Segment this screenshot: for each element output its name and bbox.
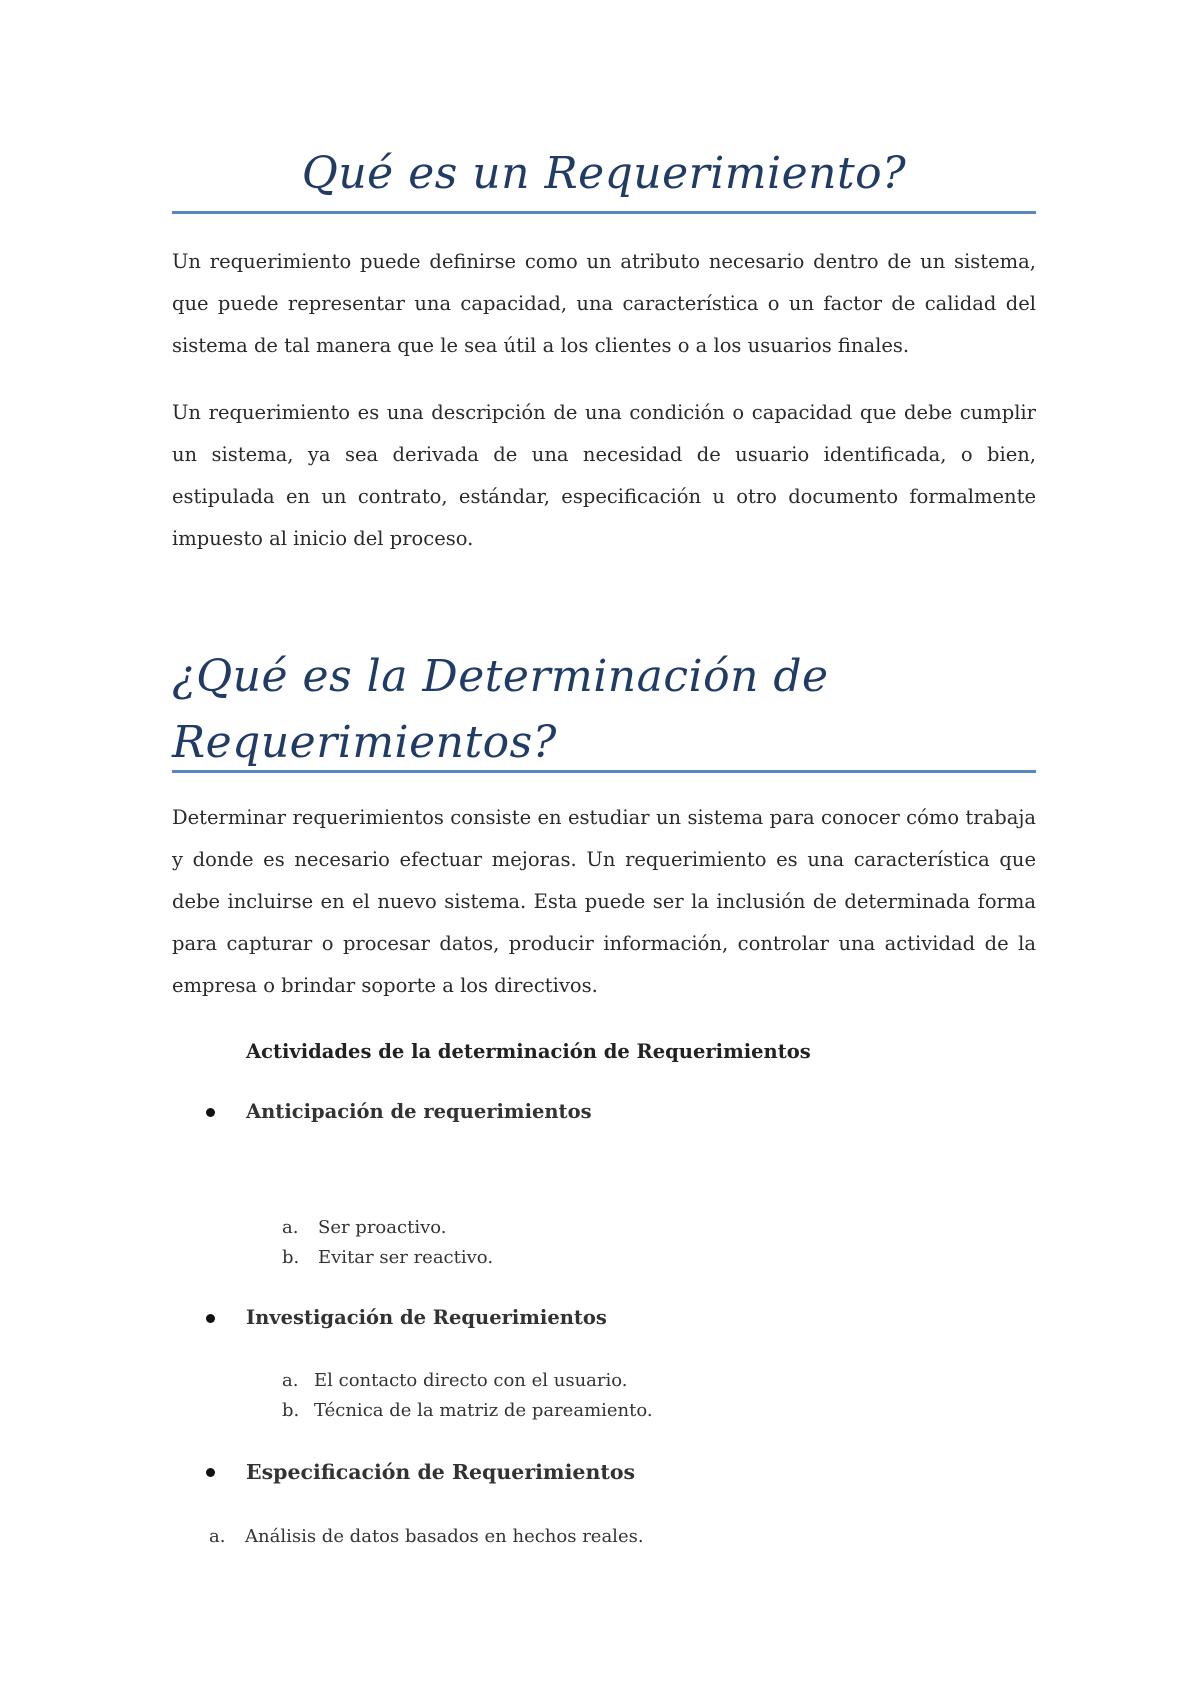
section-1-title-underline [172,211,1036,214]
bullet-dot-icon [206,1108,215,1117]
section-1-title: Qué es un Requerimiento? [301,148,907,199]
list-marker: b. [282,1400,300,1421]
section-1-paragraph-2: Un requerimiento es una descripción de una condición o capacidad que debe cumplir un sistema, ya sea derivada de una necesidad de usuario identificada, o bien, estipulada en un contrato, estándar, especificación u otro documento formalmente impuesto al inicio del proceso. [172,401,1036,550]
list-item-text: Evitar ser reactivo. [318,1247,494,1268]
section-2-title-underline [172,770,1036,773]
activities-heading: Actividades de la determinación de Requerimientos [246,1040,811,1063]
list-item-text: Técnica de la matriz de pareamiento. [314,1400,653,1421]
bullet-dot-icon [206,1468,215,1477]
bullet-dot-icon [206,1314,215,1323]
section-2-paragraph: Determinar requerimientos consiste en estudiar un sistema para conocer cómo trabaja y donde es necesario efectuar mejoras. Un requerimiento es una característica que debe incluirse en el nuevo sistema. Esta puede ser la inclusión de determinada forma para capturar o procesar datos, producir información, controlar una actividad de la empresa o brindar soporte a los directivos. [172,806,1036,997]
activity-label: Especificación de Requerimientos [246,1460,636,1484]
section-2-title: ¿Qué es la Determinación de Requerimientos? [172,651,829,768]
activity-label: Anticipación de requerimientos [246,1100,592,1123]
activity-label: Investigación de Requerimientos [246,1306,607,1329]
list-marker: b. [282,1247,300,1268]
list-marker: a. [282,1217,299,1238]
list-item-text: El contacto directo con el usuario. [314,1370,628,1391]
list-item-text: Ser proactivo. [318,1217,447,1238]
list-marker: a. [282,1370,299,1391]
list-marker: a. [209,1526,226,1547]
list-item-text: Análisis de datos basados en hechos reales. [245,1526,644,1547]
section-1-paragraph-1: Un requerimiento puede definirse como un atributo necesario dentro de un sistema, que puede representar una capacidad, una característica o un factor de calidad del sistema de tal manera que le sea útil a los clientes o a los usuarios finales. [172,250,1036,357]
